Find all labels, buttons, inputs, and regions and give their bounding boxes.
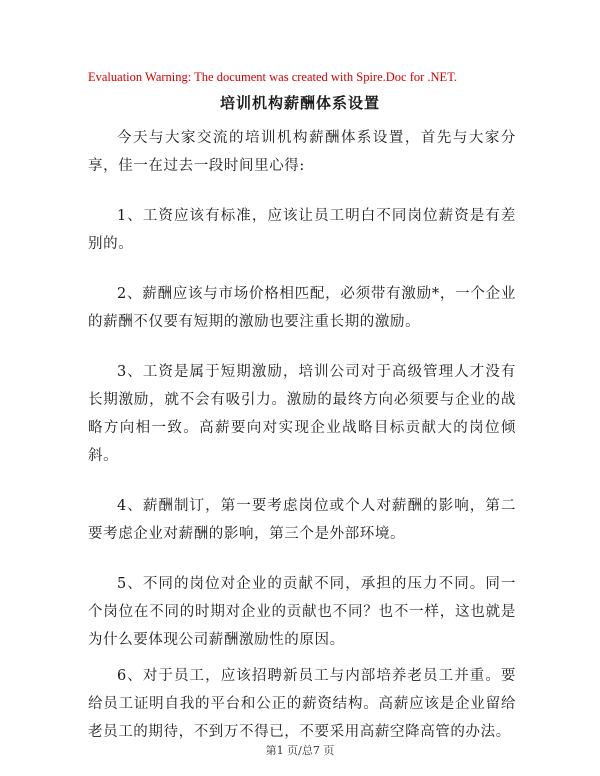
paragraph-intro: 今天与大家交流的培训机构薪酬体系设置，首先与大家分享，佳一在过去一段时间里心得: — [88, 130, 516, 174]
paragraph-6: 6、对于员工，应该招聘新员工与内部培养老员工并重。要给员工证明自我的平台和公正的薪资结构。高薪应该是企业留给老员工的期待，不到万不得已，不要采用高薪空降高管的办法。 — [88, 668, 516, 740]
paragraph-5: 5、不同的岗位对企业的贡献不同，承担的压力不同。同一个岗位在不同的时期对企业的贡献也不同？也不一样，这也就是为什么要体现公司薪酬激励性的原因。 — [88, 576, 516, 648]
paragraph-4: 4、薪酬制订，第一要考虑岗位或个人对薪酬的影响，第二要考虑企业对薪酬的影响，第三个是外部环境。 — [88, 498, 516, 542]
paragraph-1: 1、工资应该有标准，应该让员工明白不同岗位薪资是有差别的。 — [88, 208, 516, 252]
evaluation-warning: Evaluation Warning: The document was created with Spire.Doc for .NET. — [88, 70, 458, 84]
document-body — [88, 124, 516, 746]
paragraph-3: 3、工资是属于短期激励，培训公司对于高级管理人才没有长期激励，就不会有吸引力。激励的最终方向必须要与企业的战略方向相一致。高薪要向对实现企业战略目标贡献大的岗位倾斜。 — [88, 364, 516, 464]
paragraph-2: 2、薪酬应该与市场价格相匹配，必须带有激励*，一个企业的薪酬不仅要有短期的激励也要注重长期的激励。 — [88, 286, 516, 330]
document-title: 培训机构薪酬体系设置 — [219, 94, 380, 112]
page-number-footer: 第1 页/总7 页 — [265, 744, 335, 757]
